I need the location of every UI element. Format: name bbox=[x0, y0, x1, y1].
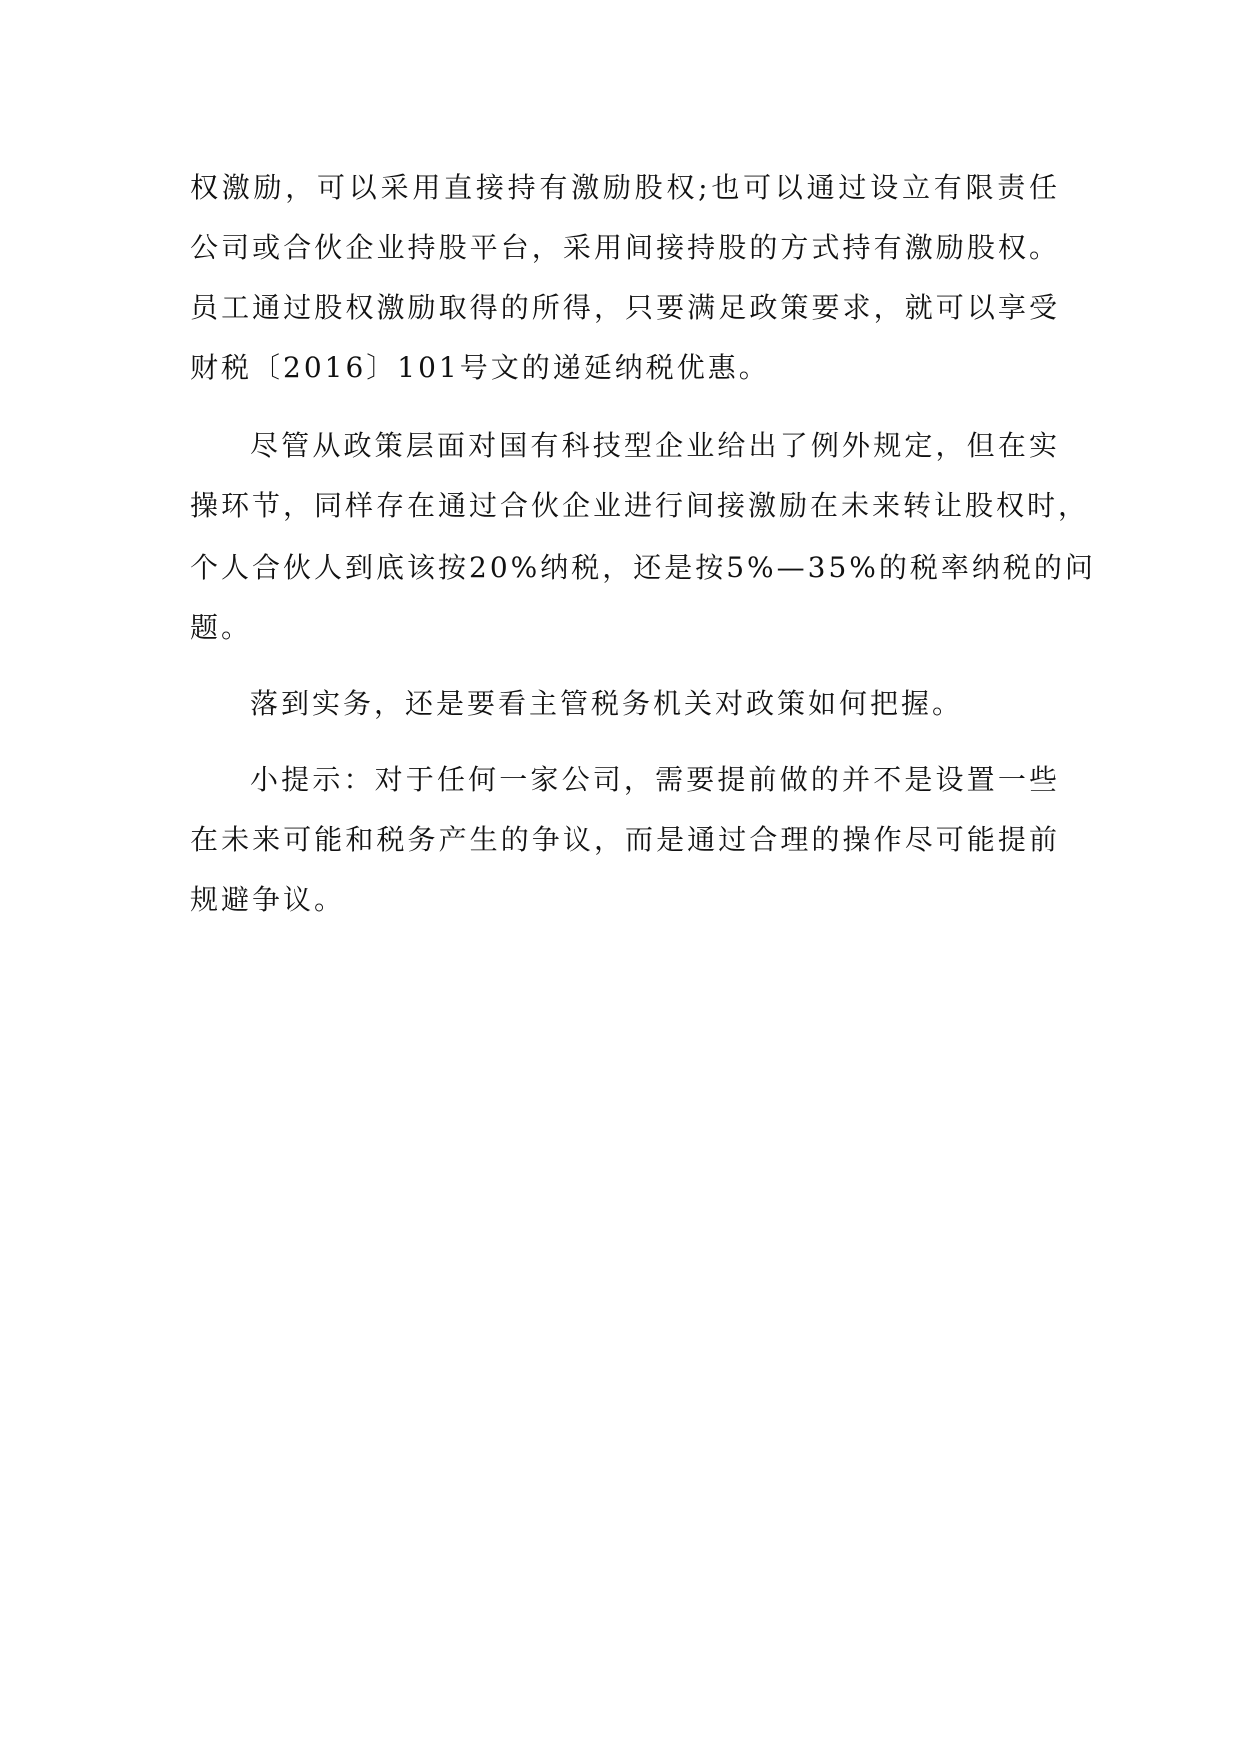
text-line: 落到实务，还是要看主管税务机关对政策如何把握。 bbox=[250, 687, 964, 720]
text-line: 个人合伙人到底该按20%纳税，还是按5%—35%的税率纳税的问 bbox=[190, 551, 1096, 584]
text-line: 在未来可能和税务产生的争议，而是通过合理的操作尽可能提前 bbox=[190, 823, 1060, 856]
text-line: 小提示：对于任何一家公司，需要提前做的并不是设置一些 bbox=[250, 763, 1060, 796]
text-line: 公司或合伙企业持股平台，采用间接持股的方式持有激励股权。 bbox=[190, 231, 1060, 264]
text-line: 操环节，同样存在通过合伙企业进行间接激励在未来转让股权时， bbox=[190, 489, 1090, 522]
text-line: 权激励，可以采用直接持有激励股权;也可以通过设立有限责任 bbox=[190, 171, 1060, 204]
text-line: 规避争议。 bbox=[190, 883, 346, 916]
text-line: 尽管从政策层面对国有科技型企业给出了例外规定，但在实 bbox=[250, 429, 1060, 462]
text-line: 题。 bbox=[190, 611, 253, 644]
text-line: 财税〔2016〕101号文的递延纳税优惠。 bbox=[190, 351, 770, 384]
text-line: 员工通过股权激励取得的所得，只要满足政策要求，就可以享受 bbox=[190, 291, 1060, 324]
